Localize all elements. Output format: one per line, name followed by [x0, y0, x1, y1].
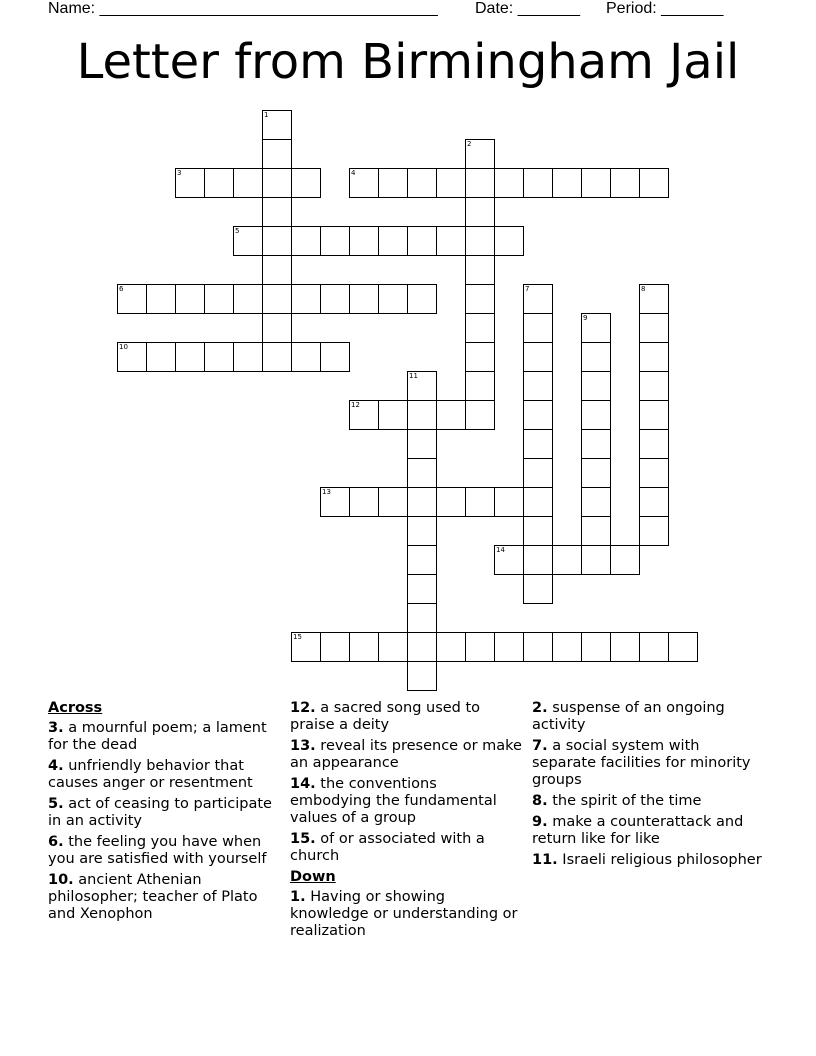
- grid-cell[interactable]: [204, 342, 234, 372]
- grid-cell[interactable]: [639, 284, 669, 314]
- grid-cell[interactable]: [175, 168, 205, 198]
- down-clue-8: 8. the spirit of the time: [532, 793, 702, 809]
- grid-cell[interactable]: [581, 429, 611, 459]
- grid-cell[interactable]: [349, 226, 379, 256]
- grid-cell[interactable]: [639, 429, 669, 459]
- grid-cell[interactable]: [291, 226, 321, 256]
- name-field-label[interactable]: Name: ______________________________________: [48, 0, 438, 17]
- grid-cell[interactable]: [175, 284, 205, 314]
- across-clue-6: 6. the feeling you have when you are satisfied with yourself: [48, 834, 267, 867]
- grid-cell[interactable]: [668, 632, 698, 662]
- grid-cell[interactable]: [465, 487, 495, 517]
- grid-cell[interactable]: [494, 226, 524, 256]
- period-field-label[interactable]: Period: _______: [606, 0, 724, 17]
- grid-cell[interactable]: [436, 632, 466, 662]
- grid-cell[interactable]: [349, 400, 379, 430]
- down-clue-1: 1. Having or showing knowledge or understanding or realization: [290, 889, 518, 939]
- grid-cell[interactable]: [465, 632, 495, 662]
- grid-cell[interactable]: [407, 429, 437, 459]
- cell-number: 12: [351, 401, 360, 409]
- cell-number: 10: [119, 343, 128, 351]
- grid-cell[interactable]: [465, 284, 495, 314]
- grid-cell[interactable]: [639, 487, 669, 517]
- grid-cell[interactable]: [581, 342, 611, 372]
- grid-cell[interactable]: [494, 632, 524, 662]
- cell-number: 11: [409, 372, 418, 380]
- grid-cell[interactable]: [349, 487, 379, 517]
- grid-cell[interactable]: [465, 226, 495, 256]
- grid-cell[interactable]: [581, 458, 611, 488]
- grid-cell[interactable]: [233, 284, 263, 314]
- grid-cell[interactable]: [523, 284, 553, 314]
- cell-number: 5: [235, 227, 240, 235]
- cell-number: 6: [119, 285, 124, 293]
- grid-cell[interactable]: [639, 168, 669, 198]
- grid-cell[interactable]: [407, 284, 437, 314]
- grid-cell[interactable]: [320, 632, 350, 662]
- grid-cell[interactable]: [523, 516, 553, 546]
- grid-cell[interactable]: [581, 371, 611, 401]
- grid-cell[interactable]: [407, 226, 437, 256]
- across-clue-14: 14. the conventions embodying the fundamental values of a group: [290, 776, 497, 826]
- grid-cell[interactable]: [523, 574, 553, 604]
- grid-cell[interactable]: [581, 632, 611, 662]
- grid-cell[interactable]: [175, 342, 205, 372]
- page-title: Letter from Birmingham Jail: [76, 34, 740, 90]
- grid-cell[interactable]: [349, 168, 379, 198]
- grid-cell[interactable]: [407, 371, 437, 401]
- grid-cell[interactable]: [262, 226, 292, 256]
- clue-column-1: [48, 700, 284, 927]
- grid-cell[interactable]: [320, 487, 350, 517]
- grid-cell[interactable]: [581, 516, 611, 546]
- cell-number: 3: [177, 169, 182, 177]
- grid-cell[interactable]: [465, 342, 495, 372]
- down-heading: Down: [290, 869, 336, 885]
- grid-cell[interactable]: [436, 168, 466, 198]
- down-clue-11: 11. Israeli religious philosopher: [532, 852, 762, 868]
- grid-cell[interactable]: [523, 371, 553, 401]
- grid-cell[interactable]: [262, 110, 292, 140]
- down-clue-2: 2. suspense of an ongoing activity: [532, 700, 725, 733]
- cell-number: 7: [525, 285, 530, 293]
- grid-cell[interactable]: [523, 342, 553, 372]
- across-clue-5: 5. act of ceasing to participate in an activity: [48, 796, 272, 829]
- grid-cell[interactable]: [581, 400, 611, 430]
- grid-cell[interactable]: [436, 487, 466, 517]
- across-clue-12: 12. a sacred song used to praise a deity: [290, 700, 481, 733]
- grid-cell[interactable]: [320, 342, 350, 372]
- across-clue-3: 3. a mournful poem; a lament for the dead: [48, 720, 267, 753]
- grid-cell[interactable]: [465, 168, 495, 198]
- grid-cell[interactable]: [610, 168, 640, 198]
- grid-cell[interactable]: [639, 313, 669, 343]
- grid-cell[interactable]: [262, 284, 292, 314]
- clue-column-3: [532, 700, 768, 873]
- down-clue-9: 9. make a counterattack and return like for like: [532, 814, 744, 847]
- cell-number: 8: [641, 285, 646, 293]
- grid-cell[interactable]: [523, 458, 553, 488]
- grid-cell[interactable]: [407, 458, 437, 488]
- grid-cell[interactable]: [262, 313, 292, 343]
- across-clue-4: 4. unfriendly behavior that causes anger or resentment: [48, 758, 253, 791]
- across-heading: Across: [48, 700, 103, 716]
- grid-cell[interactable]: [378, 632, 408, 662]
- grid-cell[interactable]: [523, 429, 553, 459]
- across-clue-13: 13. reveal its presence or make an appearance: [290, 738, 522, 771]
- cell-number: 9: [583, 314, 588, 322]
- grid-cell[interactable]: [407, 661, 437, 691]
- grid-cell[interactable]: [552, 168, 582, 198]
- cell-number: 14: [496, 546, 505, 554]
- grid-cell[interactable]: [291, 284, 321, 314]
- grid-cell[interactable]: [581, 313, 611, 343]
- down-clue-7: 7. a social system with separate facilities for minority groups: [532, 738, 751, 788]
- across-clue-15: 15. of or associated with a church: [290, 831, 485, 864]
- grid-cell[interactable]: [465, 255, 495, 285]
- grid-cell[interactable]: [320, 284, 350, 314]
- date-field-label[interactable]: Date: _______: [475, 0, 580, 17]
- grid-cell[interactable]: [639, 400, 669, 430]
- grid-cell[interactable]: [320, 226, 350, 256]
- grid-cell[interactable]: [465, 313, 495, 343]
- cell-number: 4: [351, 169, 356, 177]
- grid-cell[interactable]: [407, 545, 437, 575]
- grid-cell[interactable]: [523, 632, 553, 662]
- grid-cell[interactable]: [117, 342, 147, 372]
- grid-cell[interactable]: [407, 168, 437, 198]
- grid-cell[interactable]: [494, 168, 524, 198]
- grid-cell[interactable]: [494, 487, 524, 517]
- grid-cell[interactable]: [233, 226, 263, 256]
- grid-cell[interactable]: [610, 632, 640, 662]
- clue-column-2: [290, 700, 522, 944]
- grid-cell[interactable]: [523, 400, 553, 430]
- grid-cell[interactable]: [378, 400, 408, 430]
- cell-number: 1: [264, 111, 269, 119]
- across-clue-10: 10. ancient Athenian philosopher; teacher of Plato and Xenophon: [48, 872, 258, 922]
- grid-cell[interactable]: [233, 168, 263, 198]
- grid-cell[interactable]: [523, 168, 553, 198]
- grid-cell[interactable]: [465, 400, 495, 430]
- grid-cell[interactable]: [407, 400, 437, 430]
- grid-cell[interactable]: [581, 487, 611, 517]
- grid-cell[interactable]: [117, 284, 147, 314]
- grid-cell[interactable]: [204, 168, 234, 198]
- grid-cell[interactable]: [436, 400, 466, 430]
- grid-cell[interactable]: [378, 226, 408, 256]
- grid-cell[interactable]: [552, 632, 582, 662]
- grid-cell[interactable]: [349, 284, 379, 314]
- grid-cell[interactable]: [378, 168, 408, 198]
- grid-cell[interactable]: [233, 342, 263, 372]
- grid-cell[interactable]: [291, 632, 321, 662]
- grid-cell[interactable]: [436, 226, 466, 256]
- grid-cell[interactable]: [494, 545, 524, 575]
- grid-cell[interactable]: [523, 313, 553, 343]
- grid-cell[interactable]: [262, 255, 292, 285]
- grid-cell[interactable]: [639, 342, 669, 372]
- grid-cell[interactable]: [639, 632, 669, 662]
- grid-cell[interactable]: [407, 603, 437, 633]
- grid-cell[interactable]: [552, 545, 582, 575]
- grid-cell[interactable]: [146, 342, 176, 372]
- cell-number: 15: [293, 633, 302, 641]
- grid-cell[interactable]: [291, 342, 321, 372]
- grid-cell[interactable]: [407, 632, 437, 662]
- grid-cell[interactable]: [262, 168, 292, 198]
- grid-cell[interactable]: [581, 545, 611, 575]
- grid-cell[interactable]: [262, 197, 292, 227]
- grid-cell[interactable]: [407, 574, 437, 604]
- grid-cell[interactable]: [465, 371, 495, 401]
- grid-cell[interactable]: [610, 545, 640, 575]
- grid-cell[interactable]: [639, 371, 669, 401]
- grid-cell[interactable]: [639, 458, 669, 488]
- grid-cell[interactable]: [465, 139, 495, 169]
- grid-cell[interactable]: [407, 487, 437, 517]
- grid-cell[interactable]: [465, 197, 495, 227]
- cell-number: 2: [467, 140, 472, 148]
- grid-cell[interactable]: [523, 487, 553, 517]
- grid-cell[interactable]: [262, 139, 292, 169]
- grid-cell[interactable]: [262, 342, 292, 372]
- grid-cell[interactable]: [378, 284, 408, 314]
- grid-cell[interactable]: [291, 168, 321, 198]
- grid-cell[interactable]: [639, 516, 669, 546]
- grid-cell[interactable]: [204, 284, 234, 314]
- grid-cell[interactable]: [349, 632, 379, 662]
- grid-cell[interactable]: [378, 487, 408, 517]
- grid-cell[interactable]: [407, 516, 437, 546]
- grid-cell[interactable]: [523, 545, 553, 575]
- grid-cell[interactable]: [581, 168, 611, 198]
- grid-cell[interactable]: [146, 284, 176, 314]
- cell-number: 13: [322, 488, 331, 496]
